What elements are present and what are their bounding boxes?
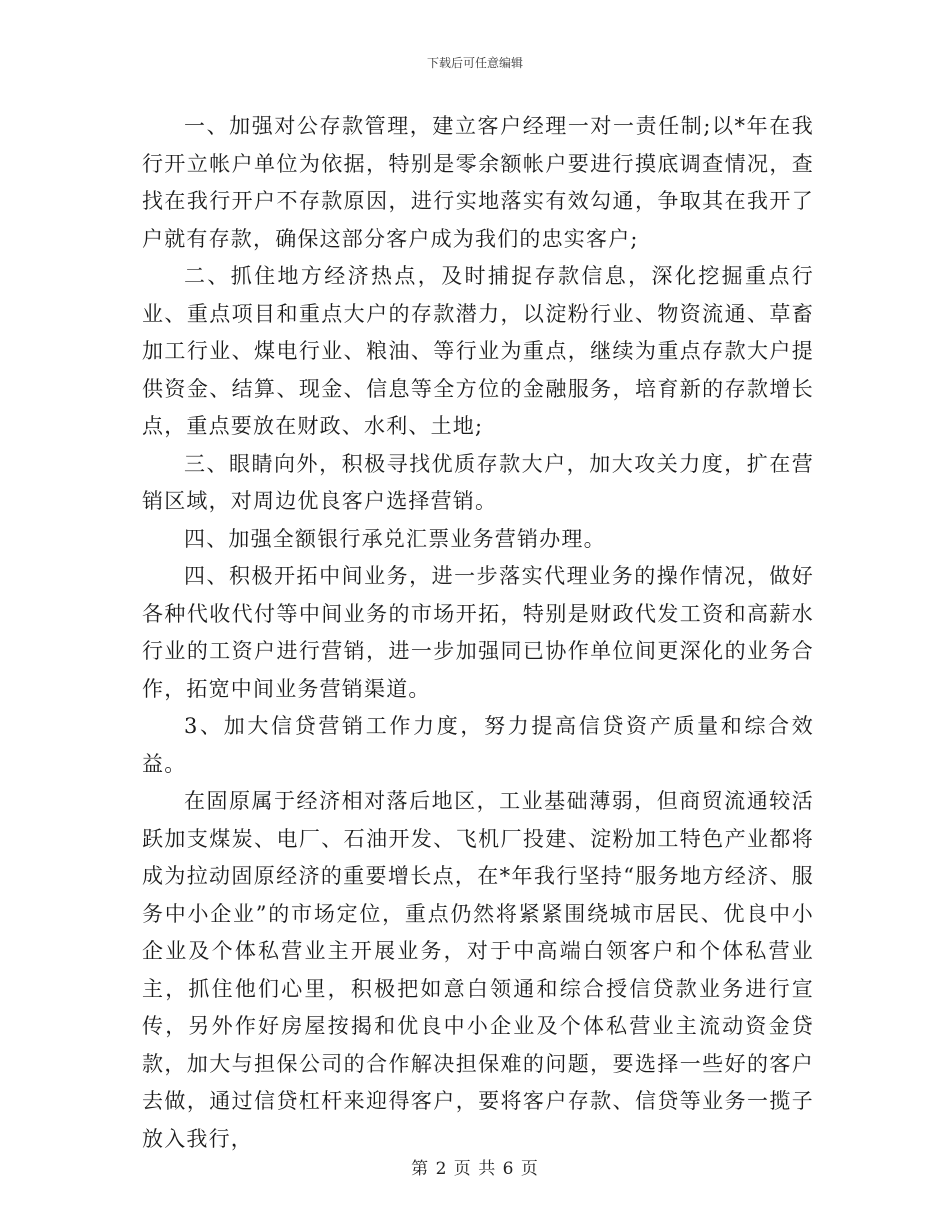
page-number: 第 2 页 共 6 页 [411, 1159, 539, 1179]
paragraph-5: 四、积极开拓中间业务，进一步落实代理业务的操作情况，做好各种代收代付等中间业务的市场开拓，特别是财政代发工资和高薪水行业的工资户进行营销，进一步加强同已协作单位间更深化的业务合作，拓宽中间业务营销渠道。 [142, 564, 814, 701]
paragraph-7: 在固原属于经济相对落后地区，工业基础薄弱，但商贸流通较活跃加支煤炭、电厂、石油开发、飞机厂投建、淀粉加工特色产业都将成为拉动固原经济的重要增长点，在*年我行坚持“服务地方经济、服务中小企业”的市场定位，重点仍然将紧紧围绕城市居民、优良中小企业及个体私营业主开展业务，对于中高端白领客户和个体私营业主，抓住他们心里，积极把如意白领通和综合授信贷款业务进行宣传，另外作好房屋按揭和优良中小企业及个体私营业主流动资金贷款，加大与担保公司的合作解决担保难的问题，要选择一些好的客户去做，通过信贷杠杆来迎得客户，要将客户存款、信贷等业务一揽子放入我行， [142, 789, 814, 1151]
paragraph-6: 3、加大信贷营销工作力度，努力提高信贷资产质量和综合效益。 [142, 714, 814, 776]
paragraph-2: 二、抓住地方经济热点，及时捕捉存款信息，深化挖掘重点行业、重点项目和重点大户的存款潜力，以淀粉行业、物资流通、草畜加工行业、煤电行业、粮油、等行业为重点，继续为重点存款大户提供资金、结算、现金、信息等全方位的金融服务，培育新的存款增长点，重点要放在财政、水利、土地; [142, 264, 814, 438]
document-body [142, 108, 814, 1158]
paragraph-4: 四、加强全额银行承兑汇票业务营销办理。 [184, 526, 606, 551]
paragraph-3: 三、眼睛向外，积极寻找优质存款大户，加大攻关力度，扩在营销区域，对周边优良客户选择营销。 [142, 451, 814, 513]
paragraph-1: 一、加强对公存款管理，建立客户经理一对一责任制;以*年在我行开立帐户单位为依据，特别是零余额帐户要进行摸底调查情况，查找在我行开户不存款原因，进行实地落实有效勾通，争取其在我开了户就有存款，确保这部分客户成为我们的忠实客户; [142, 114, 814, 251]
page-header: 下载后可任意编辑 [426, 56, 523, 70]
